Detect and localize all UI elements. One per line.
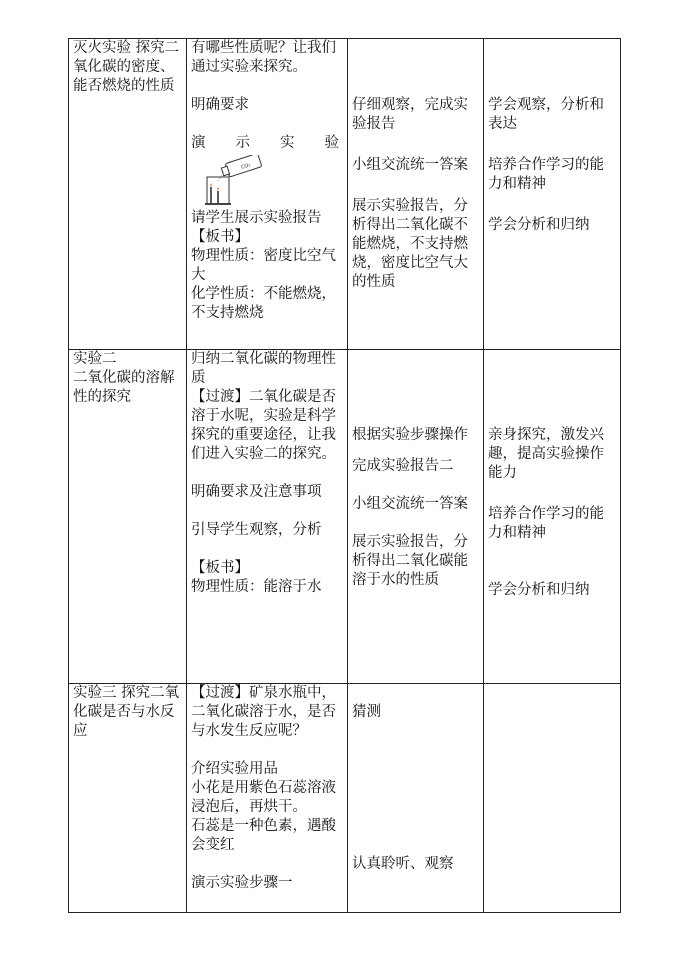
table-row [69,684,621,913]
teacher-text: 【过渡】矿泉水瓶中，二氧化碳溶于水，是否与水发生反应呢？ [191,685,336,739]
topic-text: 二氧化碳的溶解性的探究 [73,370,175,405]
demo-heading [191,134,343,153]
student-text: 根据实验步骤操作 [352,427,468,443]
table-row [69,39,621,350]
demo-char: 演 [191,135,206,151]
demo-char: 验 [324,135,339,151]
topic-text: 实验三 探究二氧化碳是否与水反应 [73,685,180,739]
goal-text: 学会分析和归纳 [488,217,590,233]
teacher-text: 请学生展示实验报告 [191,210,322,226]
topic-cell [69,39,187,350]
student-activity-cell [348,684,484,913]
student-activity-cell [348,39,484,350]
goal-cell [484,39,621,350]
student-text: 展示实验报告，分析得出二氧化碳能溶于水的性质 [352,534,468,588]
topic-text: 灭火实验 探究二氧化碳的密度、能否燃烧的性质 [73,40,180,94]
co2-pouring-apparatus-icon [191,155,263,207]
teacher-text: 明确要求 [191,97,249,113]
goal-text: 培养合作学习的能力和精神 [488,157,604,192]
teacher-activity-cell [187,684,348,913]
student-text: 小组交流统一答案 [352,496,468,512]
teacher-text: 化学性质：不能燃烧，不支持燃烧 [191,286,336,321]
goal-text: 学会观察，分析和表达 [488,97,604,132]
demo-char: 示 [235,135,250,151]
teacher-text: 介绍实验用品 [191,761,278,777]
lesson-plan-table [68,38,621,913]
goal-text: 培养合作学习的能力和精神 [488,506,604,541]
student-activity-cell [348,350,484,684]
goal-text: 亲身探究，激发兴趣，提高实验操作能力 [488,427,604,481]
table-row [69,350,621,684]
teacher-text: 归纳二氧化碳的物理性质 [191,351,336,386]
goal-cell [484,684,621,913]
teacher-text: 明确要求及注意事项 [191,484,322,500]
teacher-text: 【过渡】二氧化碳是否溶于水呢，实验是科学探究的重要途径，让我们进入实验二的探究。 [191,389,336,462]
student-text: 完成实验报告二 [352,458,454,474]
topic-text: 实验二 [73,351,117,367]
student-text: 仔细观察，完成实验报告 [352,97,468,132]
student-text: 认真聆听、观察 [352,856,454,872]
goal-cell [484,350,621,684]
bottle-label: CO₂ [240,162,252,171]
teacher-text: 演示实验步骤一 [191,875,293,891]
demo-char: 实 [280,135,295,151]
teacher-text: 小花是用紫色石蕊溶液浸泡后，再烘干。 [191,780,336,815]
teacher-text: 物理性质：密度比空气大 [191,248,336,283]
topic-cell [69,684,187,913]
teacher-text: 石蕊是一种色素，遇酸会变红 [191,818,336,853]
student-text: 猜测 [352,704,381,720]
student-text: 展示实验报告，分析得出二氧化碳不能燃烧，不支持燃烧，密度比空气大的性质 [352,198,468,290]
teacher-text: 引导学生观察，分析 [191,522,322,538]
topic-cell [69,350,187,684]
teacher-activity-cell [187,350,348,684]
teacher-text: 物理性质：能溶于水 [191,579,322,595]
teacher-text: 有哪些性质呢？让我们通过实验来探究。 [191,40,336,75]
teacher-activity-cell [187,39,348,350]
board-label: 【板书】 [191,229,249,245]
goal-text: 学会分析和归纳 [488,582,590,598]
student-text: 小组交流统一答案 [352,157,468,173]
board-label: 【板书】 [191,560,249,576]
